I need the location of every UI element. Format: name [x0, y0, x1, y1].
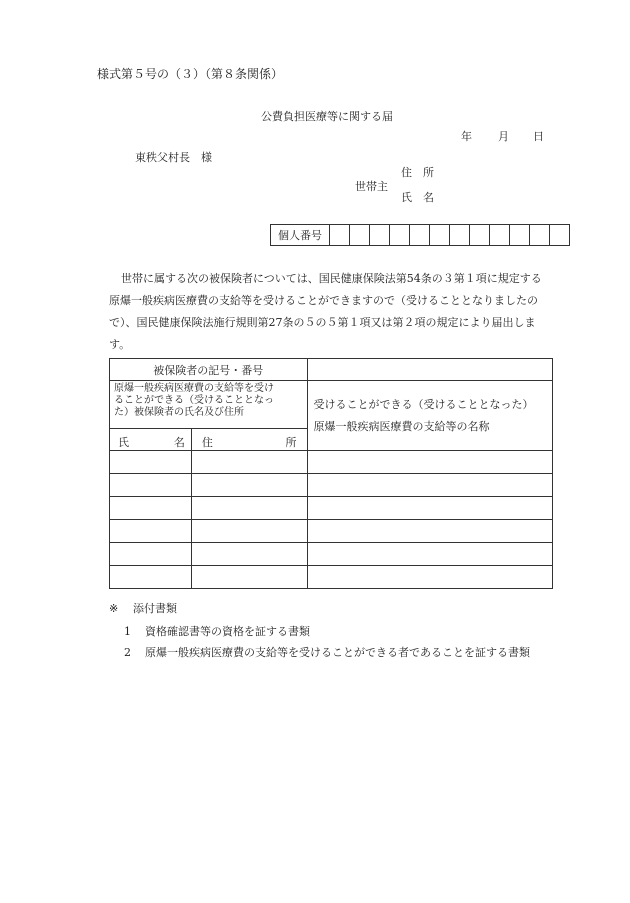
body-line-4: す。: [109, 338, 131, 351]
insured-symbol-value: [307, 359, 552, 381]
table-row: [110, 474, 553, 497]
table-row: [110, 497, 553, 520]
insured-desc: [110, 381, 308, 429]
insured-address-cell[interactable]: [191, 474, 307, 497]
attachment-num-1: 1: [124, 625, 131, 638]
attachment-text-2: 原爆一般疾病医療費の支給等を受けることができる者であることを証する書類: [145, 646, 530, 659]
insured-address-cell[interactable]: [191, 520, 307, 543]
kojin-bango-digit-cell[interactable]: [550, 225, 570, 246]
address-label: 住 所: [401, 166, 434, 179]
insured-name-cell[interactable]: [110, 451, 192, 474]
name-label: 氏 名: [401, 191, 434, 204]
kojin-bango-label: 個人番号: [271, 225, 330, 246]
date-year-label: 年: [461, 130, 472, 143]
attachments-mark: ※: [109, 602, 119, 615]
head-of-household-label: 世帯主: [355, 180, 388, 193]
attachment-text-1: 資格確認書等の資格を証する書類: [145, 625, 310, 638]
benefit-name-cell[interactable]: [307, 520, 552, 543]
benefit-header-line-1: 受けることができる（受けることとなった）: [313, 397, 534, 411]
insured-name-cell[interactable]: [110, 474, 192, 497]
date-day-label: 日: [533, 130, 544, 143]
form-number: 様式第５号の（３）（第８条関係）: [97, 67, 284, 81]
kojin-bango-digit-cell[interactable]: [450, 225, 470, 246]
kojin-bango-digit-cell[interactable]: [430, 225, 450, 246]
body-line-3: で）、国民健康保険法施行規則第27条の５の５第１項又は第２項の規定により届出しま: [109, 316, 536, 329]
page-title: 公費負担医療等に関する届: [261, 110, 393, 123]
kojin-bango-digit-cell[interactable]: [350, 225, 370, 246]
col-name-header: [110, 429, 192, 451]
insured-address-cell[interactable]: [191, 566, 307, 589]
kojin-bango-digit-cell[interactable]: [330, 225, 350, 246]
kojin-bango-digit-cell[interactable]: [510, 225, 530, 246]
col-address-header: [191, 429, 307, 451]
insured-name-cell[interactable]: [110, 497, 192, 520]
benefit-name-cell[interactable]: [307, 566, 552, 589]
insured-address-cell[interactable]: [191, 497, 307, 520]
kojin-bango-digit-cell[interactable]: [490, 225, 510, 246]
col-addr-2: 所: [285, 436, 297, 449]
table-row: [110, 451, 553, 474]
insured-address-cell[interactable]: [191, 543, 307, 566]
date-month-label: 月: [498, 130, 509, 143]
body-line-2: 原爆一般疾病医療費の支給等を受けることができますので（受けることとなりましたの: [109, 294, 538, 307]
addressee: 東秩父村長 様: [135, 151, 212, 164]
benefit-name-cell[interactable]: [307, 451, 552, 474]
insured-table: [109, 358, 553, 589]
insured-address-cell[interactable]: [191, 451, 307, 474]
body-line-1: 世帯に属する次の被保険者については、国民健康保険法第54条の３第１項に規定する: [121, 272, 542, 285]
insured-desc-line-3: た）被保険者の氏名及び住所: [114, 407, 244, 418]
table-row: [110, 566, 553, 589]
kojin-bango-digit-cell[interactable]: [470, 225, 490, 246]
attachment-num-2: 2: [124, 646, 131, 659]
benefit-name-header: [307, 381, 552, 451]
col-addr-1: 住: [201, 436, 213, 449]
table-row: [110, 543, 553, 566]
attachments-heading: 添付書類: [133, 602, 177, 615]
kojin-bango-digit-cell[interactable]: [390, 225, 410, 246]
benefit-name-cell[interactable]: [307, 474, 552, 497]
insured-desc-line-2: ることができる（受けることとなっ: [114, 395, 274, 406]
benefit-name-cell[interactable]: [307, 543, 552, 566]
benefit-name-cell[interactable]: [307, 497, 552, 520]
benefit-header-line-2: 原爆一般疾病医療費の支給等の名称: [313, 419, 490, 433]
table-row: [110, 520, 553, 543]
insured-symbol-label: 被保険者の記号・番号: [110, 359, 308, 381]
kojin-bango-table: [270, 224, 570, 246]
kojin-bango-digit-cell[interactable]: [370, 225, 390, 246]
kojin-bango-digit-cell[interactable]: [410, 225, 430, 246]
kojin-bango-digit-cell[interactable]: [530, 225, 550, 246]
insured-desc-line-1: 原爆一般疾病医療費の支給等を受け: [114, 383, 274, 394]
insured-name-cell[interactable]: [110, 520, 192, 543]
insured-name-cell[interactable]: [110, 566, 192, 589]
insured-name-cell[interactable]: [110, 543, 192, 566]
col-name-2: 名: [173, 436, 185, 449]
col-name-1: 氏: [118, 436, 129, 449]
